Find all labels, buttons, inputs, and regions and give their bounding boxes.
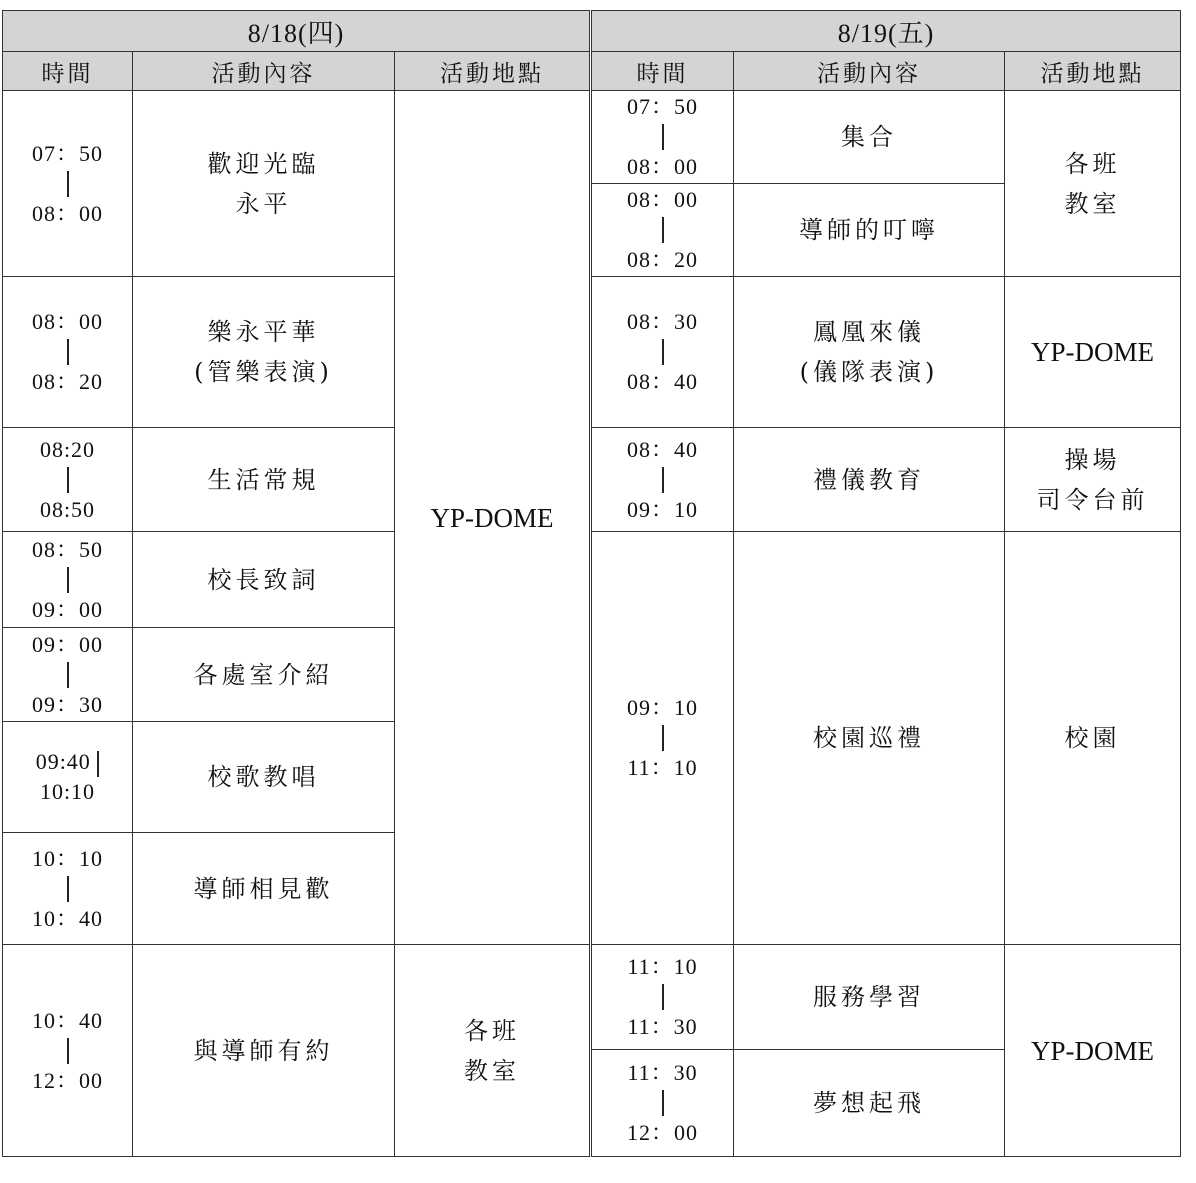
location-cell	[395, 945, 590, 1157]
time-range-bar	[67, 467, 69, 493]
time-range-bar	[67, 876, 69, 902]
time-start: 08：00	[626, 187, 698, 212]
location-cell: 校園	[1005, 532, 1181, 945]
time-cell	[592, 277, 734, 428]
time-end: 11：30	[627, 1014, 698, 1039]
column-header-time: 時間	[592, 52, 734, 91]
time-range-bar	[67, 171, 69, 197]
activity-cell: 服務學習	[734, 945, 1005, 1050]
activity-name-line2: (管樂表演)	[194, 358, 333, 386]
time-cell	[592, 428, 734, 532]
table-row	[592, 532, 1181, 945]
location-name-line2: 教室	[1064, 189, 1121, 218]
activity-name-line2: (儀隊表演)	[799, 358, 939, 386]
time-range-bar	[662, 467, 664, 493]
activity-cell: 導師的叮嚀	[734, 184, 1005, 277]
time-cell	[3, 91, 133, 277]
time-end: 09：00	[31, 596, 103, 622]
column-header-location: 活動地點	[395, 52, 590, 91]
activity-cell: 生活常規	[133, 428, 395, 532]
time-cell	[3, 945, 133, 1157]
table-row	[592, 277, 1181, 428]
location-name: 操場	[1064, 445, 1121, 474]
time-start: 10：40	[31, 1007, 103, 1033]
time-cell	[3, 722, 133, 833]
time-start: 11：30	[627, 1060, 698, 1085]
time-end: 08：00	[626, 154, 698, 179]
location-cell	[1005, 428, 1181, 532]
time-start: 09:40	[35, 749, 91, 774]
activity-cell	[133, 277, 395, 428]
schedule-tables	[2, 10, 1180, 1165]
time-range-bar	[67, 1038, 69, 1064]
time-end: 08：00	[31, 200, 103, 226]
time-start: 09：10	[626, 695, 698, 720]
time-cell	[592, 945, 734, 1050]
time-end: 12：00	[626, 1120, 698, 1145]
location-cell: YP-DOME	[1005, 945, 1181, 1157]
time-start: 08：50	[31, 536, 103, 562]
column-header-activity: 活動內容	[734, 52, 1005, 91]
location-name: 各班	[1064, 149, 1121, 178]
time-end: 12：00	[31, 1067, 103, 1093]
time-start: 08:20	[39, 436, 96, 462]
time-cell	[592, 91, 734, 184]
time-cell	[3, 532, 133, 628]
time-end: 08:50	[39, 496, 96, 522]
time-cell	[592, 1050, 734, 1157]
day-table-0819	[591, 10, 1180, 1157]
activity-cell	[133, 91, 395, 277]
time-start: 10：10	[31, 845, 103, 871]
table-row	[592, 945, 1181, 1050]
location-cell	[1005, 91, 1181, 277]
time-start: 08：00	[31, 309, 103, 334]
activity-cell: 各處室介紹	[133, 628, 395, 722]
activity-cell: 校園巡禮	[734, 532, 1005, 945]
time-cell	[3, 277, 133, 428]
location-cell: YP-DOME	[1005, 277, 1181, 428]
activity-cell: 校歌教唱	[133, 722, 395, 833]
time-end: 09：30	[31, 691, 103, 717]
column-header-activity: 活動內容	[133, 52, 395, 91]
table-row	[3, 945, 590, 1157]
time-end: 08：20	[626, 247, 698, 272]
time-start: 11：10	[627, 954, 698, 979]
time-cell	[3, 833, 133, 945]
time-end: 10:10	[39, 779, 96, 804]
table-row	[3, 91, 590, 277]
activity-name: 鳳凰來儀	[813, 318, 925, 346]
activity-name: 歡迎光臨	[207, 149, 320, 178]
location-name-line2: 司令台前	[1036, 485, 1149, 514]
time-range-bar	[662, 984, 664, 1010]
time-range-bar	[67, 339, 69, 365]
activity-cell: 禮儀教育	[734, 428, 1005, 532]
activity-cell: 校長致詞	[133, 532, 395, 628]
day-table-0818	[2, 10, 589, 1157]
time-range-bar	[662, 1090, 664, 1116]
activity-cell: 夢想起飛	[734, 1050, 1005, 1157]
time-range-bar	[97, 751, 99, 777]
time-start: 08：30	[626, 309, 698, 334]
location-cell: YP-DOME	[395, 91, 590, 945]
location-name: 各班	[464, 1016, 520, 1045]
table-row	[592, 91, 1181, 184]
time-range-bar	[67, 662, 69, 688]
time-range-bar	[662, 217, 664, 243]
time-end: 08：20	[31, 369, 103, 394]
time-start: 07：50	[626, 94, 698, 119]
time-range-bar	[662, 339, 664, 365]
column-header-location: 活動地點	[1005, 52, 1181, 91]
time-start: 07：50	[31, 140, 103, 166]
time-range-bar	[67, 567, 69, 593]
time-range-bar	[662, 124, 664, 150]
date-header: 8/18(四)	[3, 11, 590, 52]
table-row	[592, 428, 1181, 532]
activity-cell	[734, 277, 1005, 428]
time-end: 11：10	[627, 755, 698, 780]
time-end: 09：10	[626, 496, 698, 522]
time-cell	[3, 428, 133, 532]
activity-cell: 導師相見歡	[133, 833, 395, 945]
time-start: 08：40	[626, 436, 698, 462]
activity-name-line2: 永平	[235, 189, 292, 218]
time-end: 10：40	[31, 905, 103, 931]
date-header: 8/19(五)	[592, 11, 1181, 52]
activity-cell: 集合	[734, 91, 1005, 184]
time-start: 09：00	[31, 631, 103, 657]
time-cell	[592, 184, 734, 277]
time-cell	[3, 628, 133, 722]
activity-name: 樂永平華	[207, 318, 320, 346]
time-end: 08：40	[626, 369, 698, 394]
activity-cell: 與導師有約	[133, 945, 395, 1157]
column-header-time: 時間	[3, 52, 133, 91]
time-cell	[592, 532, 734, 945]
location-name-line2: 教室	[464, 1056, 520, 1085]
time-range-bar	[662, 725, 664, 751]
